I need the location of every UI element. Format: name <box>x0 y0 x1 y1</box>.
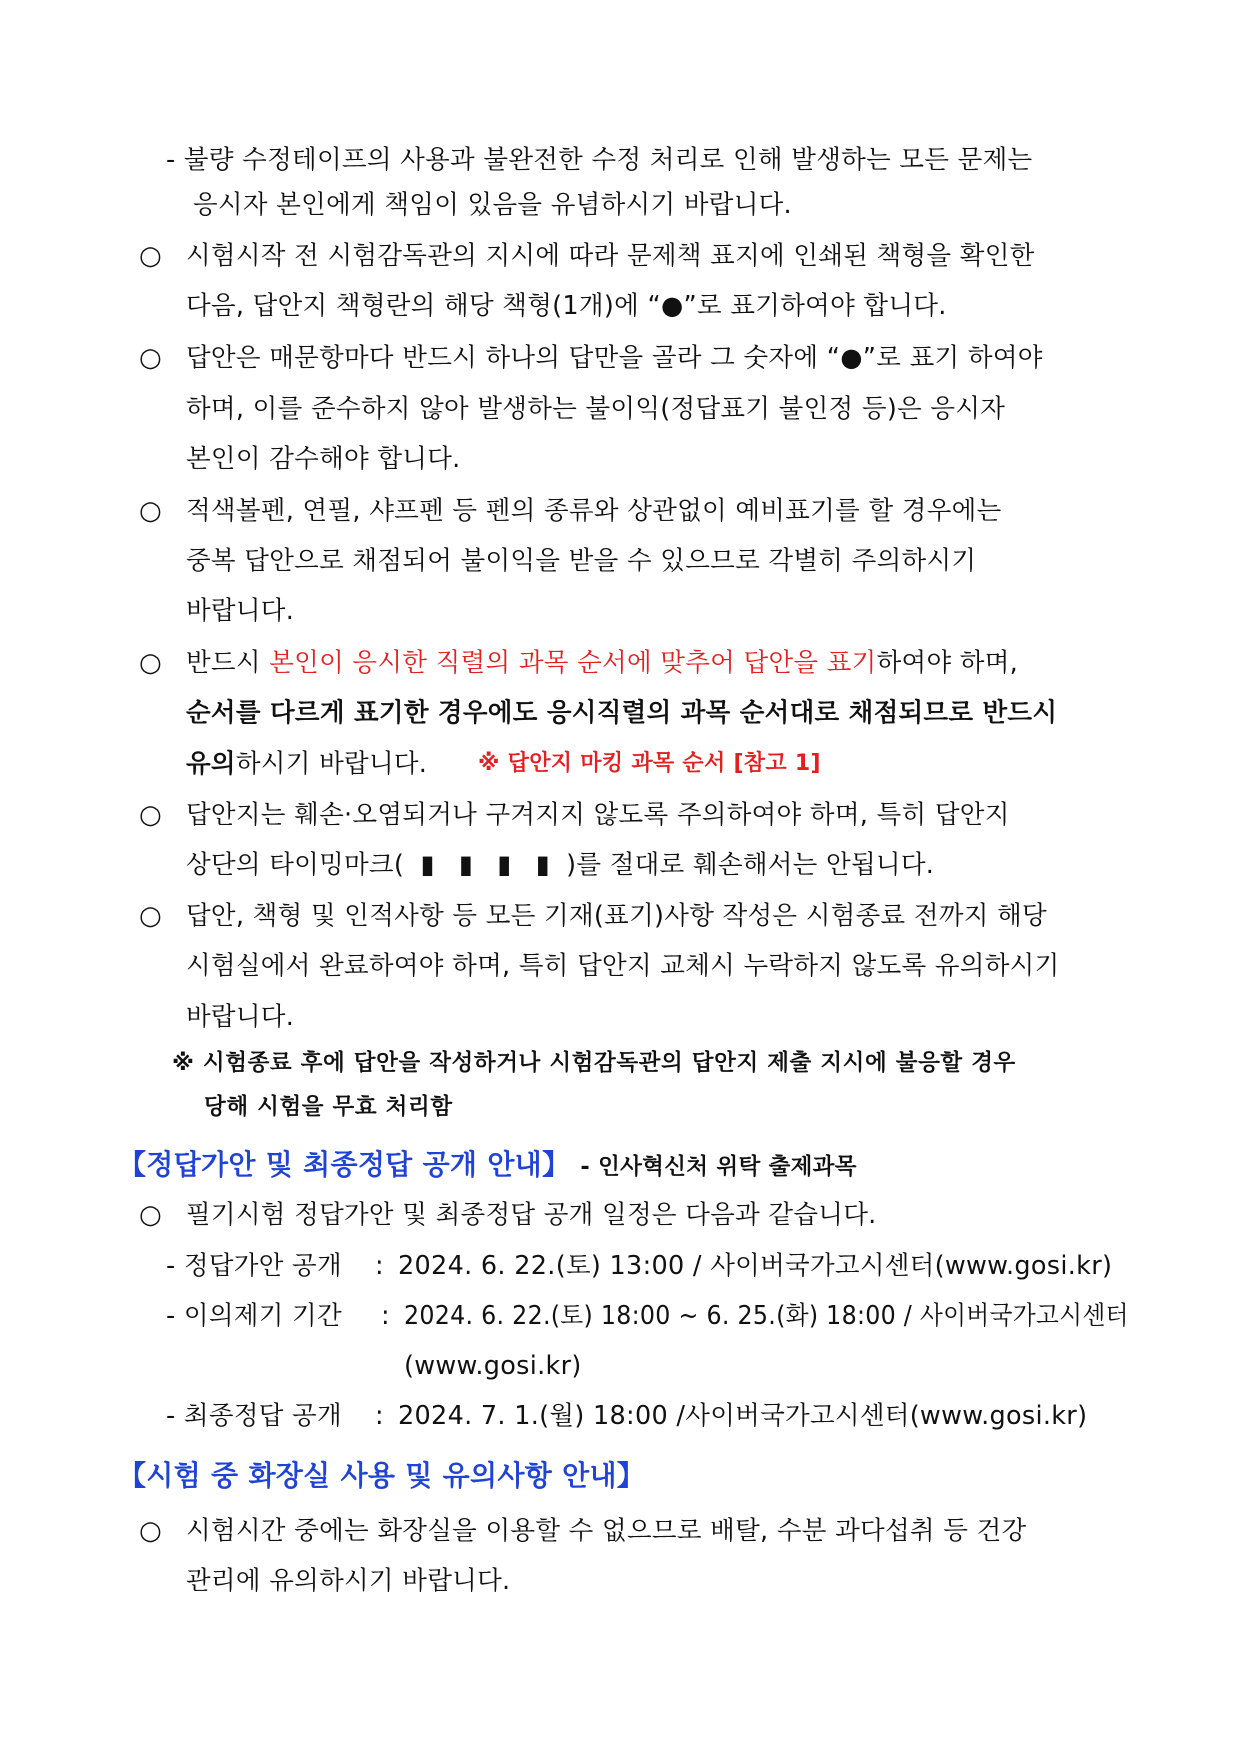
complete-line-1: 답안, 책형 및 인적사항 등 모든 기재(표기)사항 작성은 시험종료 전까지 해당 <box>186 901 1047 931</box>
one-answer-line-1: 답안은 매문항마다 반드시 하나의 답만을 골라 그 숫자에 “●”로 표기 하여야 <box>186 343 1043 373</box>
order-line-3-bold: 유의 <box>186 749 236 779</box>
damage-line-2-pre: 상단의 타이밍마크( <box>186 850 405 880</box>
restroom-line-2: 관리에 유의하시기 바랍니다. <box>186 1566 511 1596</box>
order-line-1-highlight: 본인이 응시한 직렬의 과목 순서에 맞추어 답안을 표기 <box>269 648 877 678</box>
warning-line-2: 당해 시험을 무효 처리함 <box>204 1094 453 1120</box>
bullet-circle: ○ <box>139 241 162 271</box>
section-heading-restroom: 【시험 중 화장실 사용 및 유의사항 안내】 <box>118 1459 646 1492</box>
pens-line-3: 바랍니다. <box>186 596 295 626</box>
bullet-circle: ○ <box>139 901 162 931</box>
bullet-circle: ○ <box>139 496 162 526</box>
section-heading-answers <box>118 1145 857 1187</box>
timing-mark: ▮ <box>497 850 512 880</box>
order-line-3-rest: 하시기 바랍니다. <box>235 749 428 779</box>
schedule-sep: : <box>375 1401 384 1431</box>
timing-mark: ▮ <box>458 850 474 880</box>
one-answer-line-2: 하며, 이를 준수하지 않아 발생하는 불이익(정답표기 불인정 등)은 응시자 <box>186 394 1006 424</box>
timing-mark: ▮ <box>420 850 435 880</box>
one-answer-line-3: 본인이 감수해야 합니다. <box>186 444 461 474</box>
damage-line-2 <box>186 845 934 885</box>
schedule-value-objection: 2024. 6. 22.(토) 18:00 ~ 6. 25.(화) 18:00 / 사이버국가고시센터 <box>404 1301 1129 1331</box>
damage-line-1: 답안지는 훼손·오염되거나 구겨지지 않도록 주의하여야 하며, 특히 답안지 <box>186 800 1010 830</box>
schedule-label-objection: - 이의제기 기간 <box>166 1301 342 1331</box>
schedule-sep: : <box>381 1301 390 1331</box>
bullet-circle: ○ <box>139 343 162 373</box>
bullet-circle: ○ <box>139 1200 162 1230</box>
restroom-line-1: 시험시간 중에는 화장실을 이용할 수 없으므로 배탈, 수분 과다섭취 등 건강 <box>186 1516 1027 1546</box>
order-line-1-pre: 반드시 <box>186 648 270 678</box>
dash-item-line-2: 응시자 본인에게 책임이 있음을 유념하시기 바랍니다. <box>193 190 792 220</box>
bullet-circle: ○ <box>139 648 162 678</box>
order-line-1 <box>186 643 1018 683</box>
pens-line-2: 중복 답안으로 채점되어 불이익을 받을 수 있으므로 각별히 주의하시기 <box>186 546 977 576</box>
booktype-line-2: 다음, 답안지 책형란의 해당 책형(1개)에 “●”로 표기하여야 합니다. <box>186 291 947 321</box>
bullet-circle: ○ <box>139 1516 162 1546</box>
pens-line-1: 적색볼펜, 연필, 샤프펜 등 펜의 종류와 상관없이 예비표기를 할 경우에는 <box>186 496 1002 526</box>
schedule-value-draft: 2024. 6. 22.(토) 13:00 / 사이버국가고시센터(www.gosi.kr) <box>398 1251 1113 1281</box>
answers-heading-title: 【정답가안 및 최종정답 공개 안내】 <box>118 1148 571 1181</box>
bullet-circle: ○ <box>139 800 162 830</box>
complete-line-3: 바랍니다. <box>186 1002 295 1032</box>
schedule-value-objection-2: (www.gosi.kr) <box>404 1351 582 1381</box>
schedule-label-draft: - 정답가안 공개 <box>166 1251 342 1281</box>
schedule-sep: : <box>375 1251 384 1281</box>
order-line-2: 순서를 다르게 표기한 경우에도 응시직렬의 과목 순서대로 채점되므로 반드시 <box>186 698 1058 728</box>
damage-line-2-post: )를 절대로 훼손해서는 안됩니다. <box>566 850 935 880</box>
order-line-1-post: 하여야 하며, <box>876 648 1019 678</box>
answers-intro: 필기시험 정답가안 및 최종정답 공개 일정은 다음과 같습니다. <box>186 1200 877 1230</box>
timing-mark: ▮ <box>535 850 550 880</box>
marking-order-note: ※ 답안지 마킹 과목 순서 [참고 1] <box>478 751 821 776</box>
answers-heading-suffix: - 인사혁신처 위탁 출제과목 <box>580 1154 857 1180</box>
complete-line-2: 시험실에서 완료하여야 하며, 특히 답안지 교체시 누락하지 않도록 유의하시기 <box>186 951 1060 981</box>
warning-line-1: ※ 시험종료 후에 답안을 작성하거나 시험감독관의 답안지 제출 지시에 불응할 경우 <box>172 1050 1016 1076</box>
schedule-value-final: 2024. 7. 1.(월) 18:00 /사이버국가고시센터(www.gosi.kr) <box>398 1401 1088 1431</box>
order-line-3 <box>186 744 427 784</box>
booktype-line-1: 시험시작 전 시험감독관의 지시에 따라 문제책 표지에 인쇄된 책형을 확인한 <box>186 241 1035 271</box>
dash-item-line-1: - 불량 수정테이프의 사용과 불완전한 수정 처리로 인해 발생하는 모든 문제는 <box>166 145 1033 175</box>
schedule-label-final: - 최종정답 공개 <box>166 1401 342 1431</box>
